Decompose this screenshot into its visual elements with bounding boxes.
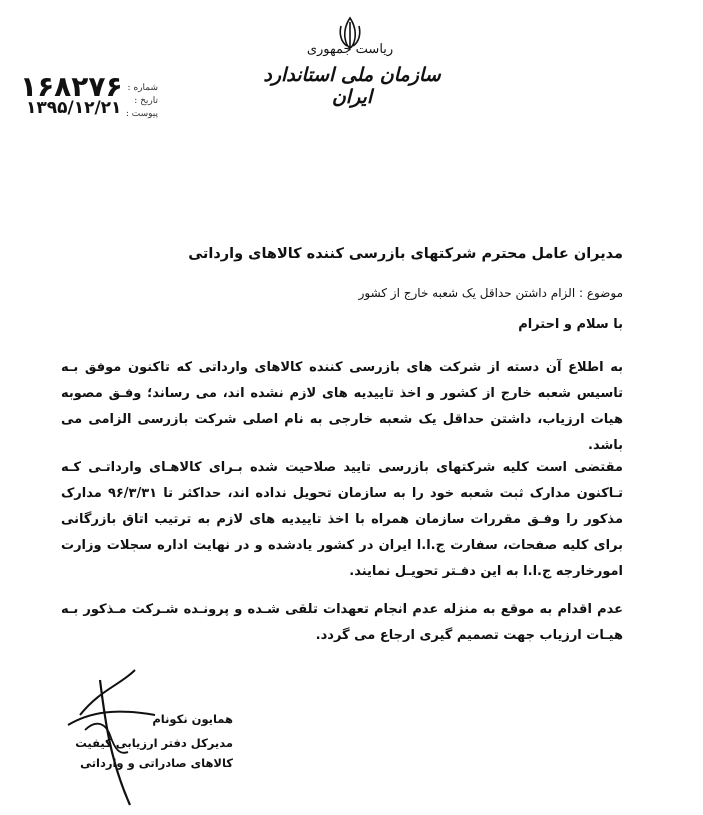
subject-line: موضوع : الزام داشتن حداقل یک شعبه خارج از کشور xyxy=(358,286,623,300)
letter-number: ۱۶۸۲۷۶ xyxy=(20,70,123,103)
letterhead-line1: ریاست جمهوری xyxy=(306,42,394,57)
meta-labels xyxy=(118,82,158,121)
letter-date: ۱۳۹۵/۱۲/۲۱ xyxy=(26,98,122,118)
attachment-label: پیوست : xyxy=(125,109,158,119)
recipient-heading: مدیران عامل محترم شرکتهای بازرسی کننده کالاهای وارداتی xyxy=(188,246,623,262)
paragraph-2: مقتضی است کلیه شرکتهای بازرسی تایید صلاحیت شده بـرای کالاهـای وارداتـی کـه تـاکنون مدارک ثبت شعبه خود را به سازمان تحویل نداده اند، حداکثر تا ۹۶/۳/۳۱ مدارک مذکور را وفـق مقررات سازمان همراه با اخذ تاییدیه های لازم به ترتیب اتاق بازرگانی برای کلیه صفحات، سفارت ج.ا.ا ایران در کشور یادشده و در نهایت اداره سجلات وزارت امورخارجه ج.ا.ا به این دفـتر تحویـل نمایند. xyxy=(61,460,623,579)
greeting: با سلام و احترام xyxy=(518,317,623,332)
handwritten-signature xyxy=(60,660,160,810)
number-label: شماره : xyxy=(127,83,158,93)
signatory-name: همایون نکونام xyxy=(152,712,233,726)
signatory-title-line1: مدیرکل دفتر ارزیابی کیفیت xyxy=(75,736,233,750)
date-label: تاریخ : xyxy=(134,96,158,106)
paragraph-3: عدم اقدام به موقع به منزله عدم انجام تعهدات تلقی شـده و پرونـده شـرکت مـذکور بـه هیـات ارزیاب جهت تصمیم گیری ارجاع می گردد. xyxy=(61,602,623,643)
letterhead-org-name: سازمان ملی استاندارد ایران xyxy=(263,64,441,108)
paragraph-1: به اطلاع آن دسته از شرکت های بازرسی کننده کالاهای وارداتی که تاکنون موفق بـه تاسیس شعبه خارج از کشور و اخذ تاییدیه های لازم نشده اند، می رساند؛ وفـق مصوبه هیات ارزیاب، داشتن حداقل یک شعبه خارجی به نام اصلی شرکت بازرسی الزامی می باشد. xyxy=(61,360,623,453)
signatory-title-line2: کالاهای صادراتی و وارداتی xyxy=(80,756,233,770)
